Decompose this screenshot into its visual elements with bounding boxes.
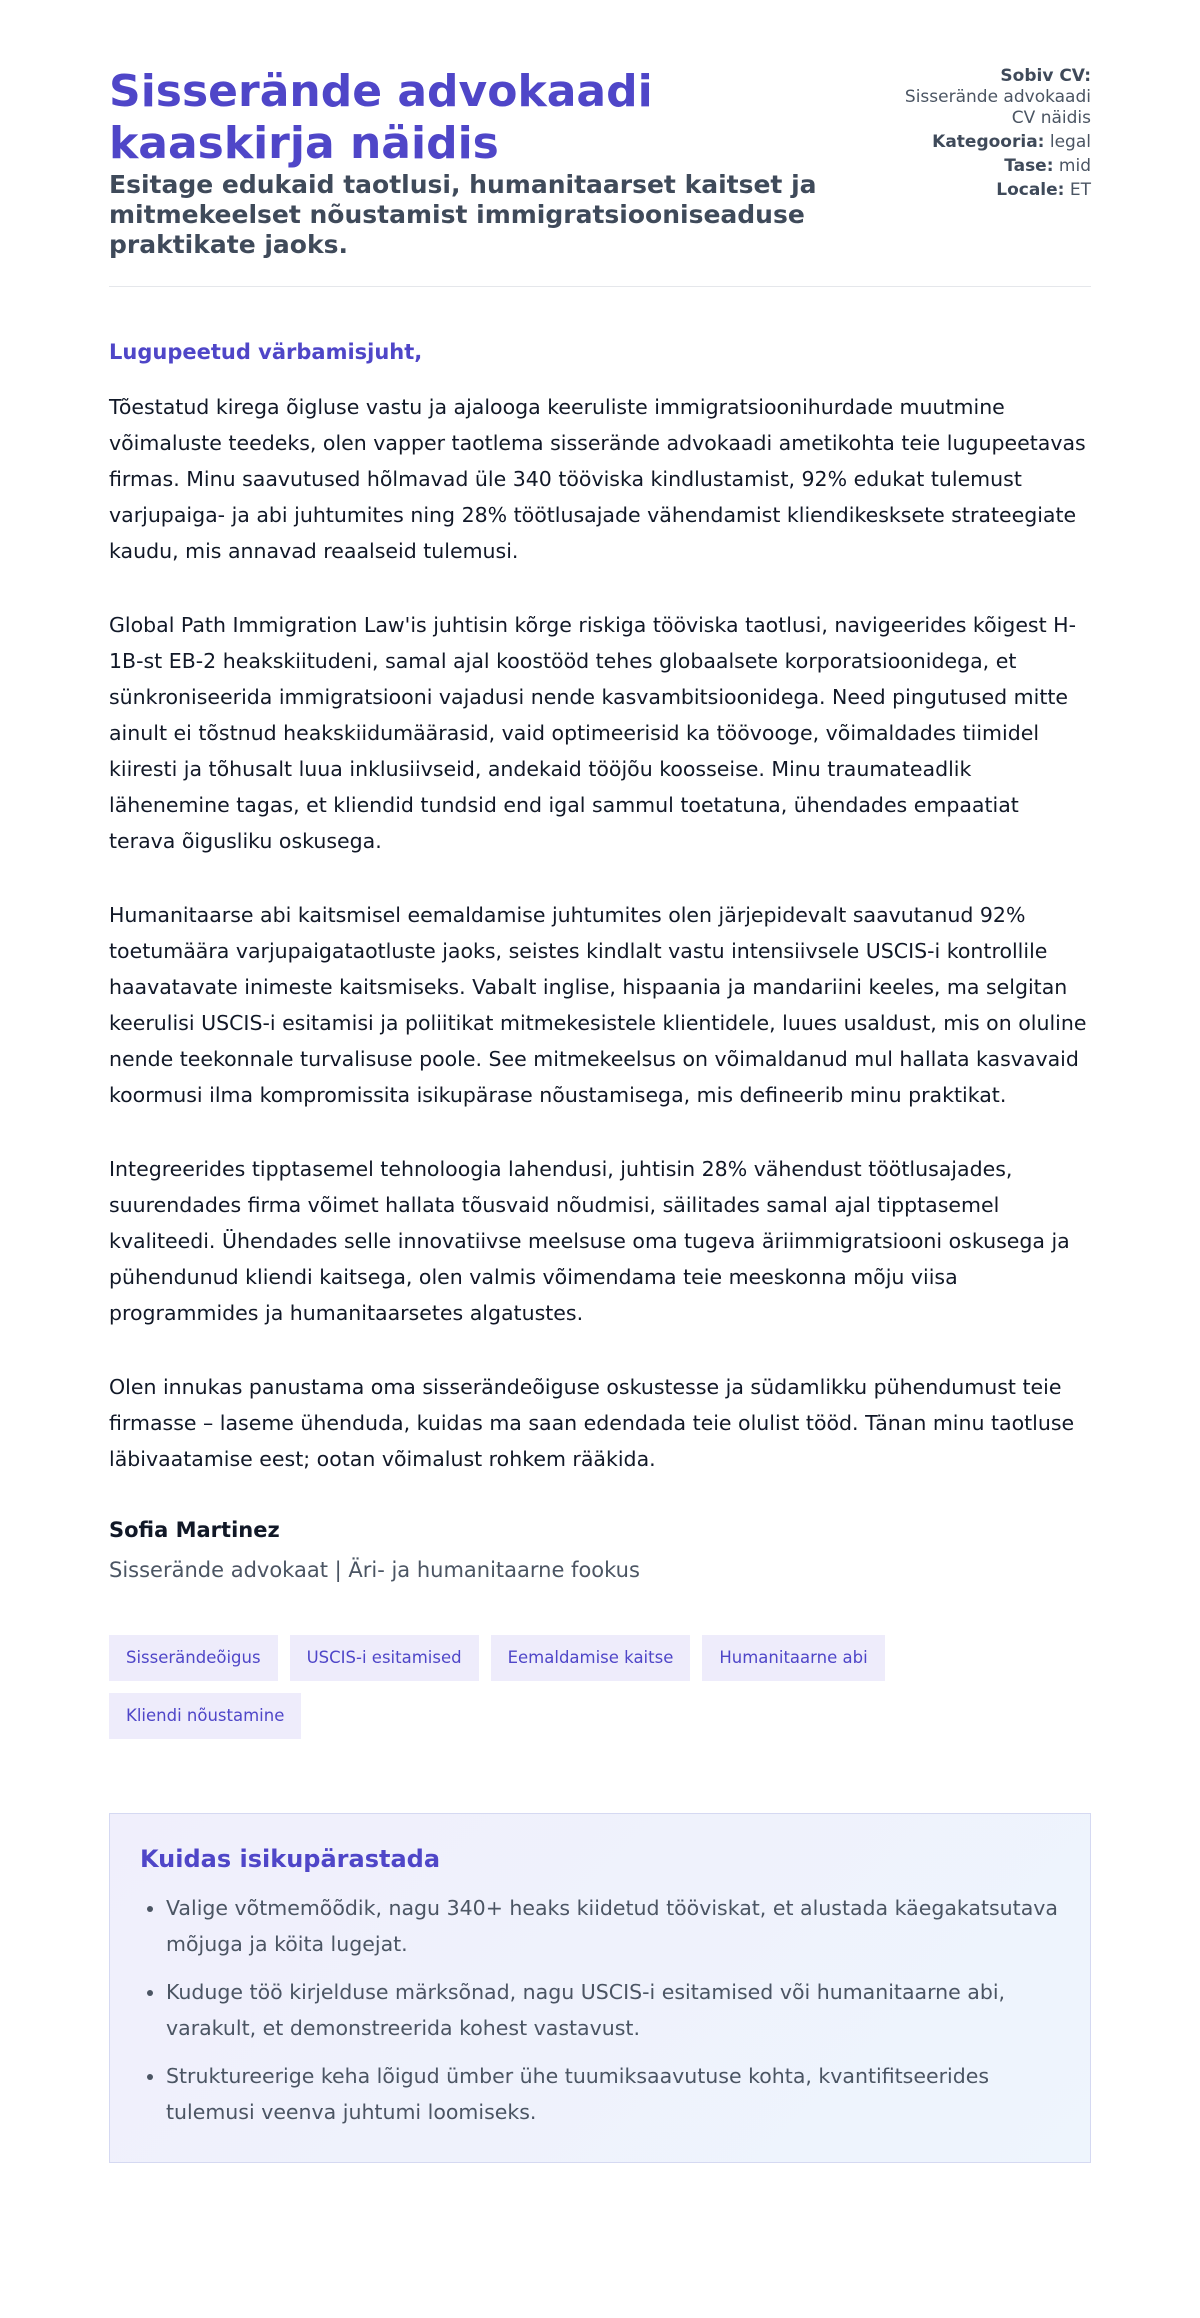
meta-level-label: Tase: bbox=[1004, 156, 1054, 176]
skill-tag: Humanitaarne abi bbox=[702, 1635, 884, 1681]
signature-block bbox=[109, 1515, 1091, 1585]
skill-tag: Sisserändeõigus bbox=[109, 1635, 278, 1681]
meta-level-value: mid bbox=[1058, 156, 1091, 176]
letter-paragraph: Olen innukas panustama oma sisserändeõiguse oskustesse ja südamlikku pühendumust teie firmasse – laseme ühenduda, kuidas ma saan edendada teie olulist tööd. Tänan minu taotluse läbivaatamise eest; ootan võimalust rohkem rääkida. bbox=[109, 1375, 1075, 1471]
meta-panel bbox=[891, 66, 1091, 204]
tip-item: • Valige võtmemõõdik, nagu 340+ heaks kiidetud tööviskat, et alustada käegakatsutava mõjuga ja köita lugejat. bbox=[166, 1890, 1060, 1962]
tip-item: • Struktureerige keha lõigud ümber ühe tuumiksaavutuse kohta, kvantifitseerides tulemusi veenva juhtumi loomiseks. bbox=[166, 2058, 1060, 2130]
letter-paragraph: Integreerides tipptasemel tehnoloogia lahendusi, juhtisin 28% vähendust töötlusajades, suurendades firma võimet hallata tõusvaid nõudmisi, säilitades samal ajal tipptasemel kvaliteedi. Ühendades selle innovatiivse meelsuse oma tugeva äriimmigratsiooni oskusega ja pühendunud kliendi kaitsega, olen valmis võimendama teie meeskonna mõju viisa programmides ja humanitaarsetes algatustes. bbox=[109, 1157, 1070, 1325]
tips-list bbox=[140, 1890, 1060, 2130]
meta-category-value: legal bbox=[1049, 132, 1091, 152]
meta-cv bbox=[891, 66, 1091, 129]
signature-name: Sofia Martinez bbox=[109, 1518, 280, 1542]
header-divider bbox=[109, 286, 1091, 287]
tip-item: • Kuduge töö kirjelduse märksõnad, nagu USCIS-i esitamised või humanitaarne abi, varakult, et demonstreerida kohest vastavust. bbox=[166, 1974, 1060, 2046]
meta-category bbox=[891, 132, 1091, 153]
letter-paragraph: Global Path Immigration Law'is juhtisin kõrge riskiga tööviska taotlusi, navigeerides kõigest H-1B-st EB-2 heakskiitudeni, samal ajal koostööd tehes globaalsete korporatsioonidega, et sünkroniseerida immigratsiooni vajadusi nende kasvambitsioonidega. Need pingutused mitte ainult ei tõstnud heakskiidumäärasid, vaid optimeerisid ka töövooge, võimaldades tiimidel kiiresti ja tõhusalt luua inklusiivseid, andekaid tööjõu koosseise. Minu traumateadlik lähenemine tagas, et kliendid tundsid end igal sammul toetatuna, ühendades empaatiat terava õigusliku oskusega. bbox=[109, 613, 1076, 853]
personalization-tips-box bbox=[109, 1813, 1091, 2163]
letter-paragraph: Tõestatud kirega õigluse vastu ja ajalooga keeruliste immigratsioonihurdade muutmine võimaluste teedeks, olen vapper taotlema sisserände advokaadi ametikohta teie lugupeetavas firmas. Minu saavutused hõlmavad üle 340 tööviska kindlustamist, 92% edukat tulemust varjupaiga- ja abi juhtumites ning 28% töötlusajade vähendamist kliendikesksete strateegiate kaudu, mis annavad reaalseid tulemusi. bbox=[109, 395, 1086, 563]
page-header bbox=[109, 0, 1091, 259]
skill-tag: Eemaldamise kaitse bbox=[491, 1635, 691, 1681]
meta-locale-label: Locale: bbox=[996, 180, 1065, 200]
signature-role: Sisserände advokaat | Äri- ja humanitaarne fookus bbox=[109, 1558, 640, 1582]
skill-tag: USCIS-i esitamised bbox=[290, 1635, 479, 1681]
meta-locale bbox=[891, 180, 1091, 201]
skill-tags bbox=[109, 1635, 1009, 1739]
meta-cv-label: Sobiv CV: bbox=[1000, 66, 1091, 86]
letter-body bbox=[109, 389, 1091, 1477]
letter-greeting: Lugupeetud värbamisjuht, bbox=[109, 340, 423, 364]
meta-cv-value[interactable]: Sisserände advokaadi CV näidis bbox=[904, 87, 1091, 128]
meta-locale-value: ET bbox=[1069, 180, 1091, 200]
meta-level bbox=[891, 156, 1091, 177]
letter-paragraph: Humanitaarse abi kaitsmisel eemaldamise juhtumites olen järjepidevalt saavutanud 92% toetumäära varjupaigataotluste jaoks, seistes kindlalt vastu intensiivsele USCIS-i kontrollile haavatavate inimeste kaitsmiseks. Vabalt inglise, hispaania ja mandariini keeles, ma selgitan keerulisi USCIS-i esitamisi ja poliitikat mitmekesistele klientidele, luues usaldust, mis on oluline nende teekonnale turvalisuse poole. See mitmekeelsus on võimaldanud mul hallata kasvavaid koormusi ilma kompromissita isikupärase nõustamisega, mis defineerib minu praktikat. bbox=[109, 903, 1087, 1107]
meta-category-label: Kategooria: bbox=[932, 132, 1045, 152]
skill-tag: Kliendi nõustamine bbox=[109, 1693, 301, 1739]
page-title: Sisserände advokaadi kaaskirja näidis bbox=[109, 66, 653, 169]
tips-title: Kuidas isikupärastada bbox=[140, 1845, 441, 1873]
page-subtitle: Esitage edukaid taotlusi, humanitaarset kaitset ja mitmekeelset nõustamist immigratsiooniseaduse praktikate jaoks. bbox=[109, 170, 817, 259]
